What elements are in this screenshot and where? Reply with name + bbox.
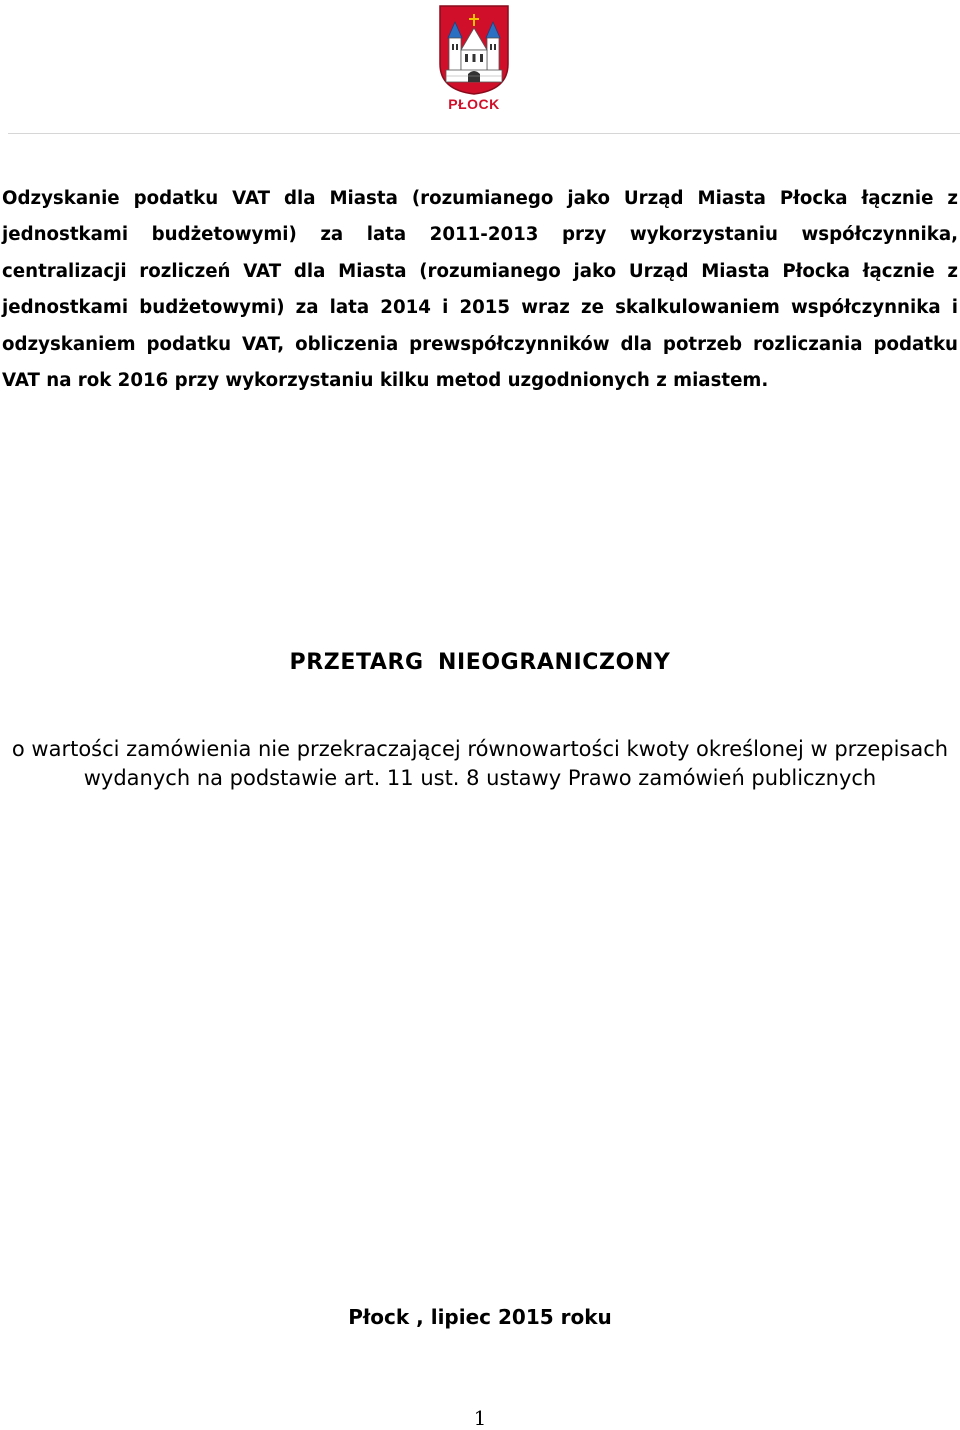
- place-and-date: Płock , lipiec 2015 roku: [348, 1305, 612, 1329]
- header-divider: [8, 133, 960, 134]
- tender-type-heading: PRZETARG NIEOGRANICZONY: [289, 650, 671, 675]
- logo-caption: PŁOCK: [448, 96, 500, 112]
- document-title: Odzyskanie podatku VAT dla Miasta (rozumianego jako Urząd Miasta Płocka łącznie z jednostkami budżetowymi) za lata 2011-2013 przy wykorzystaniu współczynnika, centralizacji rozliczeń VAT dla Miasta (rozumianego jako Urząd Miasta Płocka łącznie z jednostkami budżetowymi) za lata 2014 i 2015 wraz ze skalkulowaniem współczynnika i odzyskaniem podatku VAT, obliczenia prewspółczynników dla potrzeb rozliczania podatku VAT na rok 2016 przy wykorzystaniu kilku metod uzgodnionych z miastem.: [2, 188, 958, 392]
- coat-of-arms-logo: [438, 4, 510, 96]
- page-number: 1: [473, 1406, 487, 1430]
- plock-coat-of-arms-icon: [438, 4, 510, 96]
- contract-value-note: o wartości zamówienia nie przekraczającej równowartości kwoty określonej w przepisach wydanych na podstawie art. 11 ust. 8 ustawy Prawo zamówień publicznych: [11, 737, 949, 790]
